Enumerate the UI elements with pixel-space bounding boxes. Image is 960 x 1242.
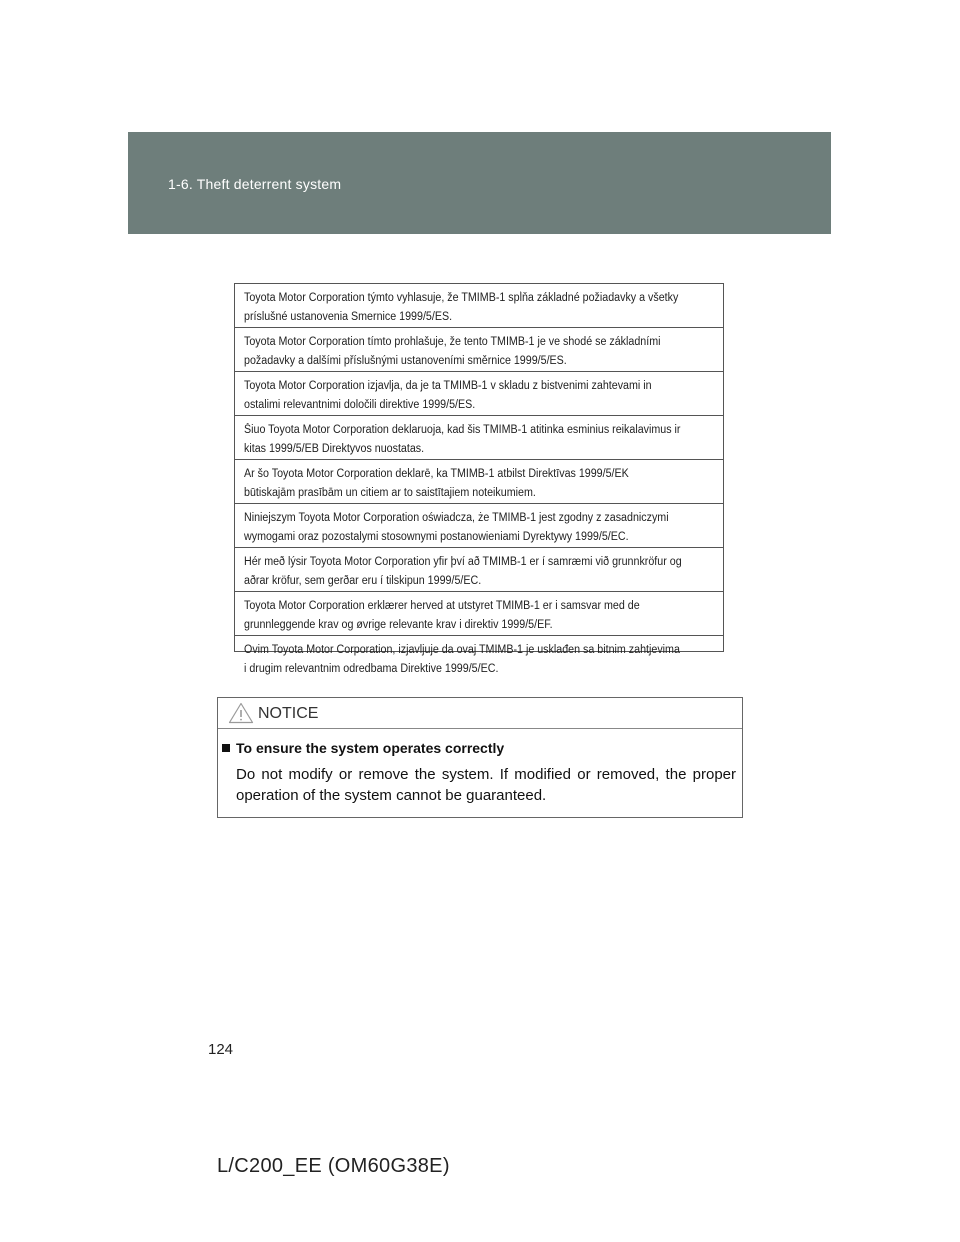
notice-subheading [222,740,504,756]
warning-triangle-icon [228,702,254,724]
square-bullet-icon [222,744,230,752]
declaration-text: Niniejszym Toyota Motor Corporation oświadcza, że TMIMB-1 jest zgodny z zasadniczymi wymogami oraz pozostalymi stosownymi postanowieniami Dyrektywy 1999/5/EC. [244,512,669,543]
declaration-row [235,504,723,548]
notice-body: Do not modify or remove the system. If modified or removed, the proper operation of the system cannot be guaranteed. [236,766,736,804]
declaration-row [235,372,723,416]
declaration-text: Ar šo Toyota Motor Corporation deklarē, ka TMIMB-1 atbilst Direktīvas 1999/5/EK būtiskajām prasībām un citiem ar to saistītajiem noteikumiem. [244,468,629,499]
section-header [128,132,831,234]
declaration-text: Toyota Motor Corporation erklærer herved at utstyret TMIMB-1 er i samsvar med de grunnleggende krav og øvrige relevante krav i direktiv 1999/5/EF. [244,600,640,631]
declaration-row [235,460,723,504]
model-code: L/C200_EE (OM60G38E) [217,1155,450,1177]
declaration-row [235,636,723,679]
declaration-row [235,592,723,636]
declaration-text: Toyota Motor Corporation týmto vyhlasuje, že TMIMB-1 spĺňa základné požiadavky a všetky príslušné ustanovenia Smernice 1999/5/ES. [244,292,679,323]
declaration-row [235,416,723,460]
notice-header [218,698,742,729]
declaration-row [235,548,723,592]
notice-box [217,697,743,818]
notice-subheading-text: To ensure the system operates correctly [236,740,505,756]
declaration-row [235,284,723,328]
declaration-table [234,283,724,675]
declaration-text: Toyota Motor Corporation tímto prohlašuje, že tento TMIMB-1 je ve shodé se základními požadavky a dalšími příslušnými ustanoveními směrnice 1999/5/ES. [244,336,661,367]
notice-title: NOTICE [258,705,319,722]
section-title: 1-6. Theft deterrent system [168,176,342,192]
declaration-text: Toyota Motor Corporation izjavlja, da je ta TMIMB-1 v skladu z bistvenimi zahtevami in ostalimi relevantnimi določili direktive 1999/5/ES. [244,380,652,411]
declaration-text: Ovim Toyota Motor Corporation, izjavljuje da ovaj TMIMB-1 je usklađen sa bitnim zahtjevima i drugim relevantnim odredbama Direktive 1999/5/EC. [244,644,680,675]
page-number: 124 [208,1041,234,1058]
declaration-text: Šiuo Toyota Motor Corporation deklaruoja, kad šis TMIMB-1 atitinka esminius reikalavimus ir kitas 1999/5/EB Direktyvos nuostatas. [244,424,681,455]
declaration-row [235,328,723,372]
declaration-text: Hér með lýsir Toyota Motor Corporation yfir því að TMIMB-1 er í samræmi við grunnkröfur og aðrar kröfur, sem gerðar eru í tilskipun 1999/5/EC. [244,556,682,587]
